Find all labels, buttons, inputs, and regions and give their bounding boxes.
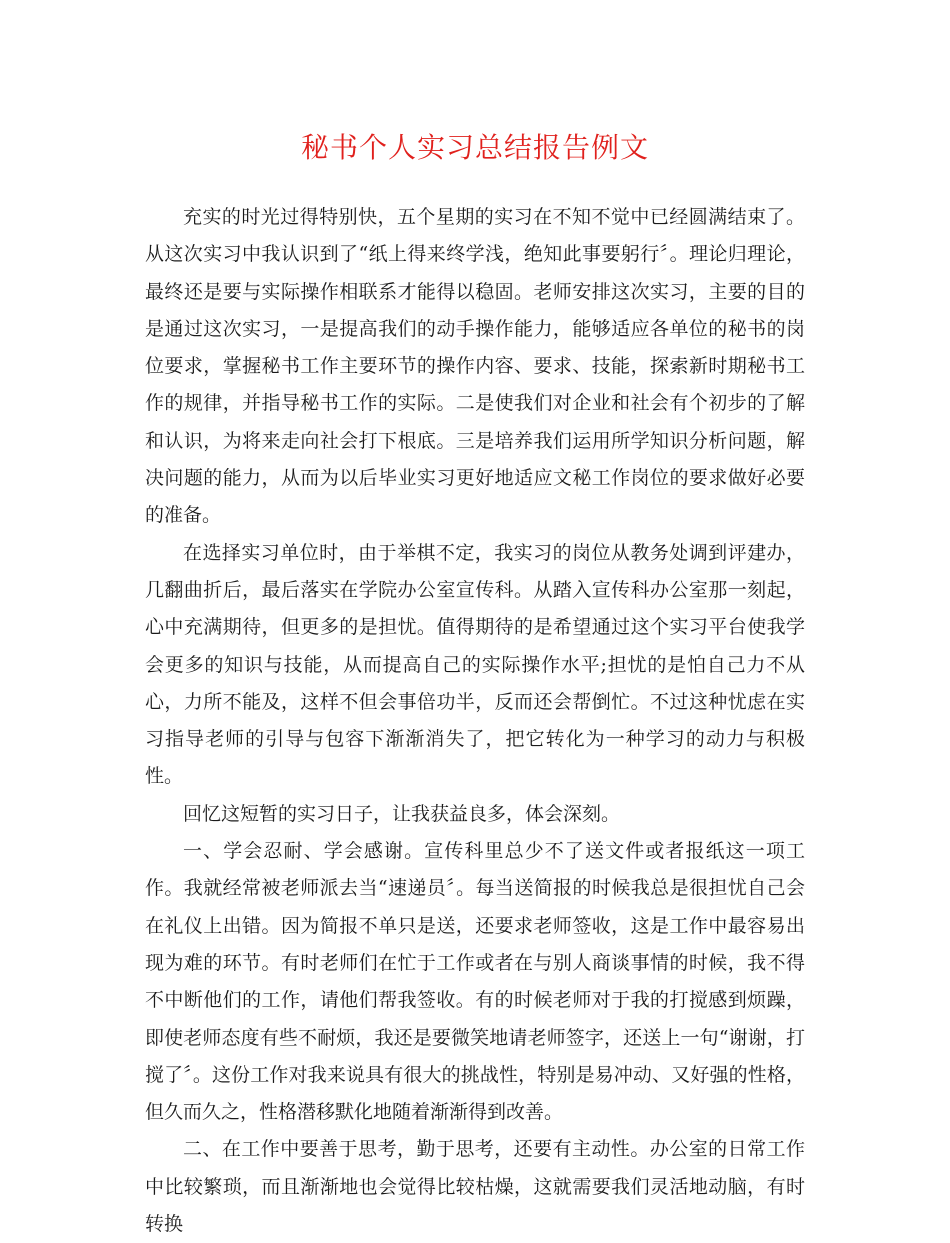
paragraph-reflection: 回忆这短暂的实习日子，让我获益良多，体会深刻。 <box>183 802 621 825</box>
paragraph-intro: 充实的时光过得特别快，五个星期的实习在不知不觉中已经圆满结束了。从这次实习中我认识到了“纸上得来终学浅，绝知此事要躬行〞。理论归理论，最终还是要与实际操作相联系才能得以稳固。老师安排这次实习，主要的目的是通过这次实习，一是提高我们的动手操作能力，能够适应各单位的秘书的岗位要求，掌握秘书工作主要环节的操作内容、要求、技能，探索新时期秘书工作的规律，并指导秘书工作的实际。二是使我们对企业和社会有个初步的了解和认识，为将来走向社会打下根底。三是培养我们运用所学知识分析问题，解决问题的能力，从而为以后毕业实习更好地适应文秘工作岗位的要求做好必要的准备。 <box>145 206 805 527</box>
document-body <box>145 199 805 1243</box>
paragraph-point-one: 一、学会忍耐、学会感谢。宣传科里总少不了送文件或者报纸这一项工作。我就经常被老师派去当“速递员〞。每当送简报的时候我总是很担忧自己会在礼仪上出错。因为简报不单只是送，还要求老师签收，这是工作中最容易出现为难的环节。有时老师们在忙于工作或者在与别人商谈事情的时候，我不得不中断他们的工作，请他们帮我签收。有的时候老师对于我的打搅感到烦躁，即使老师态度有些不耐烦，我还是要微笑地请老师签字，还送上一句“谢谢，打搅了〞。这份工作对我来说具有很大的挑战性，特别是易冲动、又好强的性格，但久而久之，性格潜移默化地随着渐渐得到改善。 <box>145 840 805 1124</box>
paragraph-point-two: 二、在工作中要善于思考，勤于思考，还要有主动性。办公室的日常工作中比较繁琐，而且渐渐地也会觉得比较枯燥，这就需要我们灵活地动脑，有时转换 <box>145 1138 805 1236</box>
paragraph-choosing-unit: 在选择实习单位时，由于举棋不定，我实习的岗位从教务处调到评建办，几翻曲折后，最后落实在学院办公室宣传科。从踏入宣传科办公室那一刻起，心中充满期待，但更多的是担忧。值得期待的是希望通过这个实习平台使我学会更多的知识与技能，从而提高自己的实际操作水平;担忧的是怕自己力不从心，力所不能及，这样不但会事倍功半，反而还会帮倒忙。不过这种忧虑在实习指导老师的引导与包容下渐渐消失了，把它转化为一种学习的动力与积极性。 <box>145 541 805 788</box>
document-title: 秘书个人实习总结报告例文 <box>300 131 649 164</box>
